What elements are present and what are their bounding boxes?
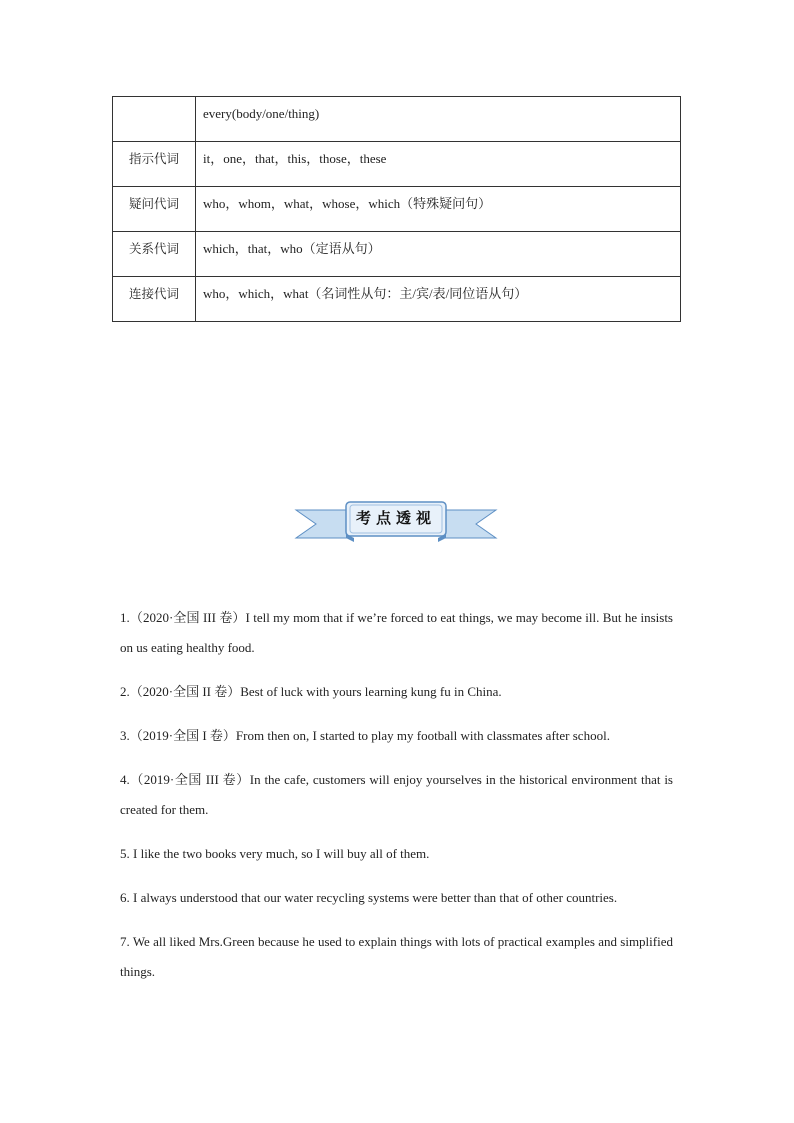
question-list xyxy=(120,603,673,1001)
row-content: which，that，who（定语从句） xyxy=(196,232,681,277)
question-item: 5. I like the two books very much, so I will buy all of them. xyxy=(120,846,430,861)
table-row xyxy=(113,232,681,277)
section-banner xyxy=(294,500,498,544)
pronoun-table xyxy=(112,96,681,322)
question-item: 7. We all liked Mrs.Green because he used to explain things with lots of practical examples and simplified things. xyxy=(120,934,673,979)
question-item: 1.（2020·全国 III 卷）I tell my mom that if we’re forced to eat things, we may become ill. But he insists on us eating healthy food. xyxy=(120,610,673,655)
banner-title: 考点透视 xyxy=(355,509,436,527)
table-row xyxy=(113,277,681,322)
row-label: 指示代词 xyxy=(113,142,196,187)
table-row xyxy=(113,97,681,142)
row-label: 连接代词 xyxy=(113,277,196,322)
table-row xyxy=(113,142,681,187)
row-content: every(body/one/thing) xyxy=(196,97,681,142)
row-content: it，one，that，this，those，these xyxy=(196,142,681,187)
row-content: who，whom，what，whose，which（特殊疑问句） xyxy=(196,187,681,232)
question-item: 3.（2019·全国 I 卷）From then on, I started to play my football with classmates after school. xyxy=(120,728,610,743)
question-item: 4.（2019·全国 III 卷）In the cafe, customers will enjoy yourselves in the historical environment that is created for them. xyxy=(120,772,673,817)
table-row xyxy=(113,187,681,232)
row-label: 疑问代词 xyxy=(113,187,196,232)
row-label: 关系代词 xyxy=(113,232,196,277)
row-content: who，which，what（名词性从句：主/宾/表/同位语从句） xyxy=(196,277,681,322)
question-item: 6. I always understood that our water recycling systems were better than that of other countries. xyxy=(120,890,618,905)
row-label xyxy=(113,97,196,142)
question-item: 2.（2020·全国 II 卷）Best of luck with yours learning kung fu in China. xyxy=(120,684,502,699)
